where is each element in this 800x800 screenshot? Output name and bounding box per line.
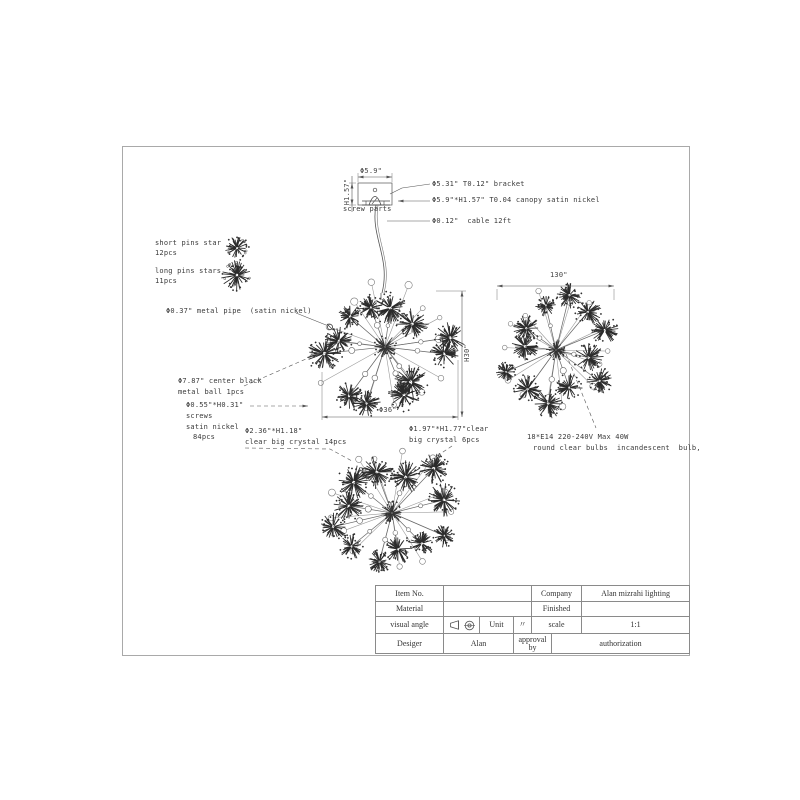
short-pins-star-label: short pins star bbox=[155, 239, 222, 247]
finished-label-cell: Finished bbox=[532, 602, 582, 617]
big-crystal14-label-line2: clear big crystal 14pcs bbox=[245, 438, 347, 446]
first-angle-cone-icon bbox=[449, 620, 461, 630]
company-value-cell: Alan mizrahi lighting bbox=[582, 586, 689, 602]
designer-label-cell: Desiger bbox=[376, 634, 444, 653]
visual-angle-label-cell: visual angle bbox=[376, 617, 444, 634]
bracket-label: Φ5.31" T0.12" bracket bbox=[432, 180, 525, 188]
canopy-width-dimension: Φ5.9" bbox=[360, 167, 383, 175]
screws-label-line4: 84pcs bbox=[193, 433, 216, 441]
metal-pipe-label: Φ0.37" metal pipe (satin nickel) bbox=[166, 307, 312, 315]
canopy-label: Φ5.9"*H1.57" T0.04 canopy satin nickel bbox=[432, 196, 600, 204]
bulbs-label-line1: 18*E14 220-240V Max 40W bbox=[527, 433, 629, 441]
item-no-label-cell: Item No. bbox=[376, 586, 444, 602]
material-label-cell: Material bbox=[376, 602, 444, 617]
bulbs-label-line2: round clear bulbs incandescent bulb, bbox=[533, 444, 701, 452]
long-pins-stars-label: long pins stars bbox=[155, 267, 222, 275]
short-pins-star-qty: 12pcs bbox=[155, 249, 178, 257]
screws-label-line1: Φ0.55"*H0.31" bbox=[186, 401, 244, 409]
unit-value-cell: 〃 bbox=[514, 617, 532, 634]
canopy-height-dimension: H1.57" bbox=[343, 178, 351, 206]
big-crystal6-label-line1: Φ1.97"*H1.77"clear bbox=[409, 425, 489, 433]
finished-value-cell bbox=[582, 602, 689, 617]
big-crystal6-label-line2: big crystal 6pcs bbox=[409, 436, 480, 444]
scale-label-cell: scale bbox=[532, 617, 582, 634]
top-view-width-dimension: 130" bbox=[550, 271, 568, 279]
center-ball-label-line2: metal ball 1pcs bbox=[178, 388, 245, 396]
cable-label: Φ0.12" cable 12ft bbox=[432, 217, 512, 225]
projection-symbols-cell bbox=[444, 617, 480, 634]
item-no-value-cell bbox=[444, 586, 532, 602]
unit-label-cell: Unit bbox=[480, 617, 514, 634]
first-angle-circles-icon bbox=[464, 620, 475, 631]
scale-value-cell: 1:1 bbox=[582, 617, 689, 634]
center-ball-label-line1: Φ7.87" center black bbox=[178, 377, 262, 385]
screw-parts-label: screw parts bbox=[343, 205, 392, 213]
main-view-height-dimension: H30" bbox=[463, 344, 471, 362]
material-value-cell bbox=[444, 602, 532, 617]
long-pins-stars-qty: 11pcs bbox=[155, 277, 178, 285]
company-label-cell: Company bbox=[532, 586, 582, 602]
title-block bbox=[375, 585, 690, 654]
main-chandelier-view bbox=[307, 279, 464, 417]
bottom-chandelier-view bbox=[321, 448, 460, 572]
top-chandelier-view bbox=[496, 283, 618, 418]
legend-star-icons bbox=[221, 237, 250, 292]
screws-label-line3: satin nickel bbox=[186, 423, 239, 431]
big-crystal14-label-line1: Φ2.36"*H1.18" bbox=[245, 427, 303, 435]
main-view-width-dimension: Φ36" bbox=[379, 406, 397, 414]
screws-label-line2: screws bbox=[186, 412, 213, 420]
designer-value-cell: Alan bbox=[444, 634, 514, 653]
approval-by-cell: approval by bbox=[514, 634, 552, 653]
authorization-cell: authorization bbox=[599, 638, 642, 648]
